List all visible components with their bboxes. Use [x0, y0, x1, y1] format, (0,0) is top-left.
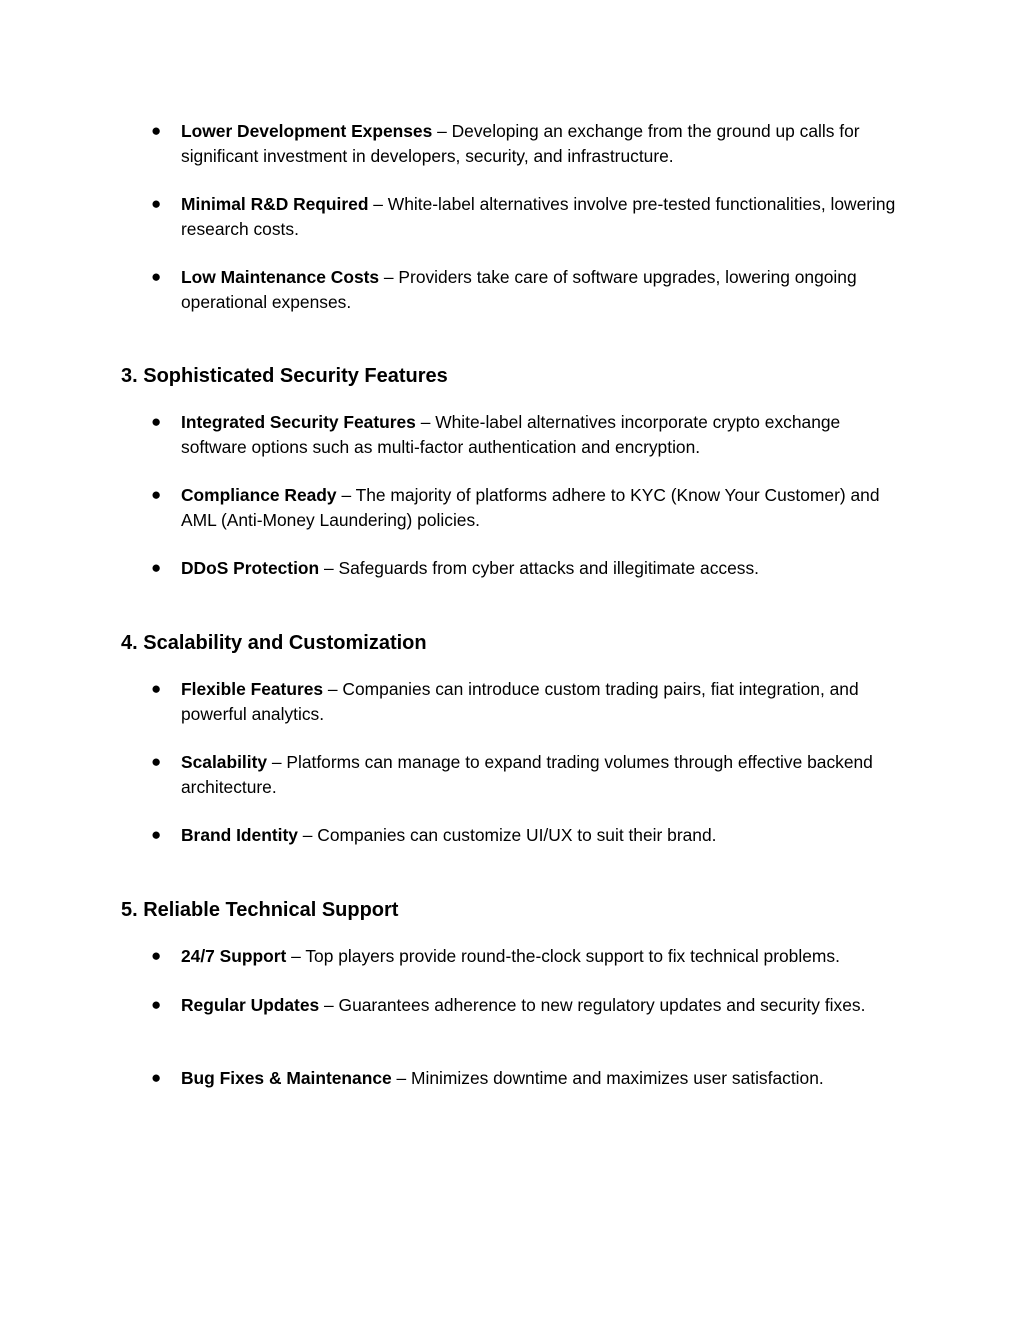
list-item-term: Bug Fixes & Maintenance	[181, 1068, 392, 1088]
list-item-term: Compliance Ready	[181, 485, 337, 505]
list-item-text	[181, 410, 906, 459]
section-heading: 3. Sophisticated Security Features	[121, 365, 448, 387]
list-item-text	[181, 265, 906, 314]
list-item-text	[181, 944, 906, 969]
section-heading: 4. Scalability and Customization	[121, 632, 427, 654]
list-item-text	[181, 119, 906, 168]
list-item-description: – Providers take care of software upgrades, lowering ongoing operational expenses.	[181, 267, 857, 312]
list-item-term: Low Maintenance Costs	[181, 267, 380, 287]
list-item-description: – Companies can introduce custom trading pairs, fiat integration, and powerful analytics.	[181, 679, 859, 724]
list-item-description: – Guarantees adherence to new regulatory updates and security fixes.	[319, 995, 866, 1015]
list-item-description: – Companies can customize UI/UX to suit their brand.	[297, 825, 717, 845]
list-item-text	[181, 750, 906, 799]
bullet-icon: ●	[151, 752, 162, 771]
bullet-icon: ●	[151, 558, 162, 577]
bullet-icon: ●	[151, 1068, 162, 1087]
bullet-icon: ●	[151, 679, 162, 698]
list-item-term: Integrated Security Features	[181, 412, 416, 432]
list-item-description: – Safeguards from cyber attacks and illegitimate access.	[319, 558, 759, 578]
list-item-text	[181, 483, 906, 532]
bullet-icon: ●	[151, 121, 162, 140]
list-item-term: Brand Identity	[181, 825, 298, 845]
list-item-text	[181, 677, 906, 726]
list-item-description: – White-label alternatives incorporate crypto exchange software options such as multi-factor authentication and encryption.	[181, 412, 841, 457]
bullet-icon: ●	[151, 995, 162, 1014]
list-item-term: Flexible Features	[181, 679, 324, 699]
list-item-text	[181, 993, 906, 1018]
bullet-icon: ●	[151, 946, 162, 965]
list-item-text	[181, 1066, 906, 1091]
section-heading: 5. Reliable Technical Support	[121, 899, 399, 921]
list-item-description: – Developing an exchange from the ground up calls for significant investment in developers, security, and infrastructure.	[181, 121, 860, 166]
list-item-description: – Minimizes downtime and maximizes user satisfaction.	[391, 1068, 824, 1088]
list-item-term: 24/7 Support	[181, 946, 287, 966]
bullet-icon: ●	[151, 485, 162, 504]
bullet-icon: ●	[151, 267, 162, 286]
list-item-description: – White-label alternatives involve pre-tested functionalities, lowering research costs.	[181, 194, 896, 239]
bullet-icon: ●	[151, 194, 162, 213]
list-item-text	[181, 556, 906, 581]
list-item-term: Minimal R&D Required	[181, 194, 369, 214]
list-item-description: – Top players provide round-the-clock support to fix technical problems.	[286, 946, 840, 966]
list-item-text	[181, 823, 906, 848]
list-item-term: Lower Development Expenses	[181, 121, 433, 141]
bullet-icon: ●	[151, 825, 162, 844]
list-item-text	[181, 192, 906, 241]
bullet-icon: ●	[151, 412, 162, 431]
list-item-term: Scalability	[181, 752, 268, 772]
list-item-description: – Platforms can manage to expand trading volumes through effective backend architecture.	[181, 752, 873, 797]
list-item-term: DDoS Protection	[181, 558, 320, 578]
list-item-term: Regular Updates	[181, 995, 320, 1015]
list-item-description: – The majority of platforms adhere to KYC (Know Your Customer) and AML (Anti-Money Laundering) policies.	[181, 485, 880, 530]
